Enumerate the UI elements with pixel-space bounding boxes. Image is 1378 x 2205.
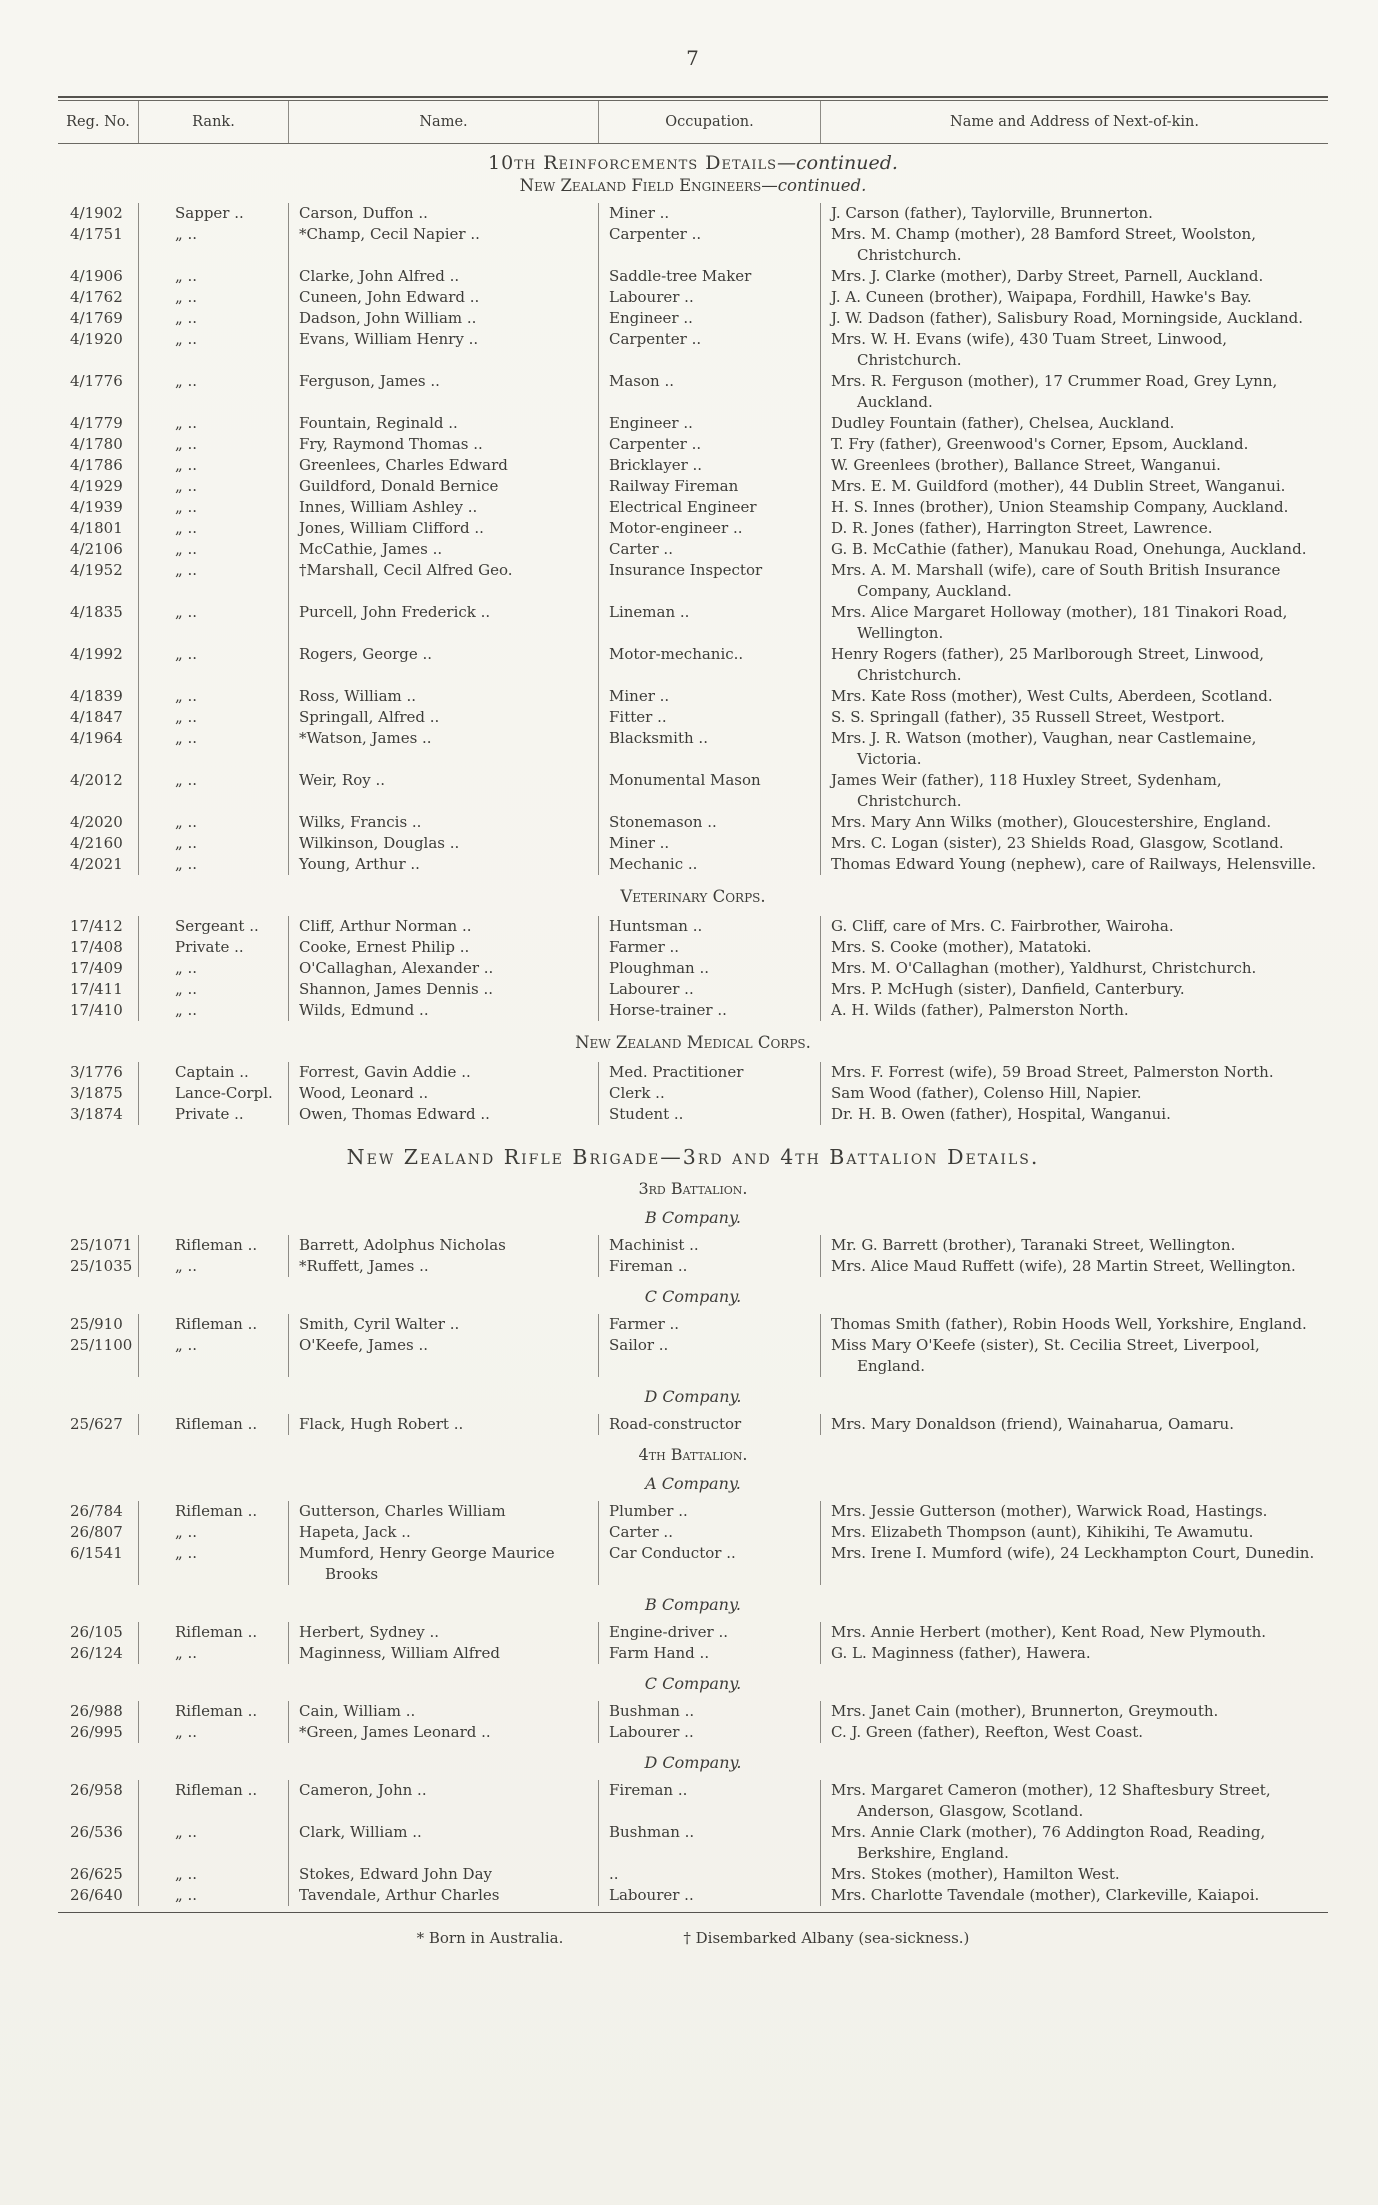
column-header-name: Name. [288, 101, 598, 143]
name-cell: *Ruffett, James .. [288, 1256, 598, 1277]
heading-text: A Company. [645, 1474, 741, 1493]
occupation-cell: Miner .. [598, 203, 820, 224]
occupation-cell: Miner .. [598, 686, 820, 707]
rank-cell: „ .. [138, 329, 288, 371]
next-of-kin-cell: Mrs. Margaret Cameron (mother), 12 Shaftesbury Street, Anderson, Glasgow, Scotland. [820, 1780, 1328, 1822]
occupation-cell: Miner .. [598, 833, 820, 854]
reg-no-cell: 17/408 [70, 938, 123, 956]
rank-cell: Rifleman .. [138, 1414, 288, 1435]
rank-cell: „ .. [138, 497, 288, 518]
heading-text: D Company. [644, 1387, 742, 1406]
rank-cell: „ .. [138, 812, 288, 833]
next-of-kin-cell: Mrs. M. O'Callaghan (mother), Yaldhurst, Christchurch. [820, 958, 1328, 979]
name-cell: Clarke, John Alfred .. [288, 266, 598, 287]
name-cell: Wilkinson, Douglas .. [288, 833, 598, 854]
reg-no-cell: 17/411 [70, 980, 123, 998]
next-of-kin-cell: Mrs. A. M. Marshall (wife), care of South British Insurance Company, Auckland. [820, 560, 1328, 602]
occupation-cell: Machinist .. [598, 1235, 820, 1256]
rank-cell: „ .. [138, 1722, 288, 1743]
heading-text: 10th Reinforcements Details [488, 152, 778, 174]
column-header-next-of-kin: Name and Address of Next-of-kin. [820, 101, 1328, 143]
reg-no-cell: 4/2160 [70, 834, 123, 852]
next-of-kin-cell: Mrs. C. Logan (sister), 23 Shields Road, Glasgow, Scotland. [820, 833, 1328, 854]
next-of-kin-cell: Miss Mary O'Keefe (sister), St. Cecilia Street, Liverpool, England. [820, 1335, 1328, 1377]
reg-no-cell: 4/2020 [70, 813, 123, 831]
reg-no-cell: 26/640 [70, 1886, 123, 1904]
name-cell: Tavendale, Arthur Charles [288, 1885, 598, 1906]
reg-no-cell: 4/1906 [70, 267, 123, 285]
reg-no-cell: 4/1769 [70, 309, 123, 327]
rank-cell: Rifleman .. [138, 1701, 288, 1722]
rank-cell: „ .. [138, 308, 288, 329]
occupation-cell: Carpenter .. [598, 329, 820, 371]
next-of-kin-cell: Mrs. Stokes (mother), Hamilton West. [820, 1864, 1328, 1885]
next-of-kin-cell: Sam Wood (father), Colenso Hill, Napier. [820, 1083, 1328, 1104]
name-cell: Fountain, Reginald .. [288, 413, 598, 434]
name-cell: Barrett, Adolphus Nicholas [288, 1235, 598, 1256]
heading-continued-text: —continued. [777, 152, 898, 174]
next-of-kin-cell: J. Carson (father), Taylorville, Brunnerton. [820, 203, 1328, 224]
reg-no-cell: 4/1801 [70, 519, 123, 537]
reg-no-cell: 26/958 [70, 1781, 123, 1799]
next-of-kin-cell: D. R. Jones (father), Harrington Street, Lawrence. [820, 518, 1328, 539]
column-header-reg-no: Reg. No. [66, 114, 130, 130]
reg-no-cell: 3/1776 [70, 1063, 123, 1081]
table-section-rows [58, 1701, 1328, 1743]
rank-cell: „ .. [138, 602, 288, 644]
rank-cell: „ .. [138, 1522, 288, 1543]
reg-no-cell: 4/1952 [70, 561, 123, 579]
reg-no-cell: 4/1939 [70, 498, 123, 516]
occupation-cell: Carter .. [598, 1522, 820, 1543]
occupation-cell: Carpenter .. [598, 434, 820, 455]
rank-cell: „ .. [138, 434, 288, 455]
next-of-kin-cell: Mrs. J. R. Watson (mother), Vaughan, near Castlemaine, Victoria. [820, 728, 1328, 770]
rank-cell: „ .. [138, 1822, 288, 1864]
occupation-cell: Fireman .. [598, 1256, 820, 1277]
next-of-kin-cell: Mrs. Irene I. Mumford (wife), 24 Leckhampton Court, Dunedin. [820, 1543, 1328, 1585]
next-of-kin-cell: H. S. Innes (brother), Union Steamship Company, Auckland. [820, 497, 1328, 518]
reg-no-cell: 26/988 [70, 1702, 123, 1720]
next-of-kin-cell: Mrs. S. Cooke (mother), Matatoki. [820, 937, 1328, 958]
occupation-cell: Student .. [598, 1104, 820, 1125]
next-of-kin-cell: S. S. Springall (father), 35 Russell Street, Westport. [820, 707, 1328, 728]
next-of-kin-cell: Mrs. Jessie Gutterson (mother), Warwick Road, Hastings. [820, 1501, 1328, 1522]
reg-no-cell: 3/1875 [70, 1084, 123, 1102]
company-heading [58, 1674, 1328, 1693]
rank-cell: Rifleman .. [138, 1235, 288, 1256]
name-cell: Maginness, William Alfred [288, 1643, 598, 1664]
name-cell: Stokes, Edward John Day [288, 1864, 598, 1885]
heading-text: C Company. [644, 1287, 742, 1306]
heading-text: B Company. [645, 1595, 741, 1614]
name-cell: Ross, William .. [288, 686, 598, 707]
company-heading [58, 1287, 1328, 1306]
reg-no-cell: 4/1902 [70, 204, 123, 222]
rank-cell: „ .. [138, 1335, 288, 1377]
next-of-kin-cell: Henry Rogers (father), 25 Marlborough Street, Linwood, Christchurch. [820, 644, 1328, 686]
next-of-kin-cell: A. H. Wilds (father), Palmerston North. [820, 1000, 1328, 1021]
rank-cell: „ .. [138, 686, 288, 707]
reg-no-cell: 4/2106 [70, 540, 123, 558]
reg-no-cell: 26/995 [70, 1723, 123, 1741]
reg-no-cell: 4/1776 [70, 372, 123, 390]
table-section-rows [58, 916, 1328, 1021]
name-cell: Clark, William .. [288, 1822, 598, 1864]
company-heading [58, 1208, 1328, 1227]
rank-cell: „ .. [138, 476, 288, 497]
occupation-cell: Farmer .. [598, 1314, 820, 1335]
name-cell: Evans, William Henry .. [288, 329, 598, 371]
heading-text: C Company. [644, 1674, 742, 1693]
occupation-cell: Fitter .. [598, 707, 820, 728]
rank-cell: „ .. [138, 287, 288, 308]
table-section-rows [58, 203, 1328, 875]
name-cell: Fry, Raymond Thomas .. [288, 434, 598, 455]
occupation-cell: Bushman .. [598, 1822, 820, 1864]
next-of-kin-cell: Mrs. Janet Cain (mother), Brunnerton, Greymouth. [820, 1701, 1328, 1722]
page-number: 7 [686, 46, 700, 70]
occupation-cell: Engineer .. [598, 413, 820, 434]
company-heading [58, 1595, 1328, 1614]
name-cell: Wilks, Francis .. [288, 812, 598, 833]
occupation-cell: Labourer .. [598, 1722, 820, 1743]
occupation-cell: Farm Hand .. [598, 1643, 820, 1664]
name-cell: Wilds, Edmund .. [288, 1000, 598, 1021]
reg-no-cell: 25/1071 [70, 1236, 133, 1254]
rank-cell: Rifleman .. [138, 1622, 288, 1643]
occupation-cell: Sailor .. [598, 1335, 820, 1377]
name-cell: *Champ, Cecil Napier .. [288, 224, 598, 266]
name-cell: Herbert, Sydney .. [288, 1622, 598, 1643]
name-cell: Cooke, Ernest Philip .. [288, 937, 598, 958]
rank-cell: Sapper .. [138, 203, 288, 224]
heading-text: B Company. [645, 1208, 741, 1227]
reg-no-cell: 25/1100 [70, 1336, 133, 1354]
occupation-cell: Blacksmith .. [598, 728, 820, 770]
next-of-kin-cell: Dr. H. B. Owen (father), Hospital, Wanganui. [820, 1104, 1328, 1125]
name-cell: Wood, Leonard .. [288, 1083, 598, 1104]
corps-heading [58, 887, 1328, 906]
name-cell: O'Keefe, James .. [288, 1335, 598, 1377]
occupation-cell: Fireman .. [598, 1780, 820, 1822]
company-heading [58, 1387, 1328, 1406]
table-body [58, 152, 1328, 1906]
rank-cell: „ .. [138, 539, 288, 560]
name-cell: Guildford, Donald Bernice [288, 476, 598, 497]
rank-cell: „ .. [138, 371, 288, 413]
name-cell: Forrest, Gavin Addie .. [288, 1062, 598, 1083]
reg-no-cell: 4/1779 [70, 414, 123, 432]
occupation-cell: Insurance Inspector [598, 560, 820, 602]
occupation-cell: Engine-driver .. [598, 1622, 820, 1643]
reg-no-cell: 4/1786 [70, 456, 123, 474]
rank-cell: „ .. [138, 770, 288, 812]
footnote-born-in-australia: * Born in Australia. [416, 1929, 564, 1947]
rank-cell: Private .. [138, 1104, 288, 1125]
table-section-rows [58, 1235, 1328, 1277]
next-of-kin-cell: Mrs. Mary Donaldson (friend), Wainaharua, Oamaru. [820, 1414, 1328, 1435]
reg-no-cell: 25/910 [70, 1315, 123, 1333]
next-of-kin-cell: Mrs. Annie Herbert (mother), Kent Road, New Plymouth. [820, 1622, 1328, 1643]
rank-cell: Private .. [138, 937, 288, 958]
occupation-cell: Labourer .. [598, 979, 820, 1000]
name-cell: Smith, Cyril Walter .. [288, 1314, 598, 1335]
rank-cell: „ .. [138, 413, 288, 434]
occupation-cell: Mason .. [598, 371, 820, 413]
reg-no-cell: 4/1839 [70, 687, 123, 705]
heading-text: 3rd Battalion. [638, 1179, 748, 1198]
name-cell: Hapeta, Jack .. [288, 1522, 598, 1543]
next-of-kin-cell: Thomas Smith (father), Robin Hoods Well, Yorkshire, England. [820, 1314, 1328, 1335]
name-cell: *Green, James Leonard .. [288, 1722, 598, 1743]
table-section-rows [58, 1314, 1328, 1377]
rank-cell: „ .. [138, 560, 288, 602]
name-cell: Cameron, John .. [288, 1780, 598, 1822]
name-cell: Carson, Duffon .. [288, 203, 598, 224]
next-of-kin-cell: G. B. McCathie (father), Manukau Road, Onehunga, Auckland. [820, 539, 1328, 560]
name-cell: McCathie, James .. [288, 539, 598, 560]
name-cell: Innes, William Ashley .. [288, 497, 598, 518]
big-heading [58, 1145, 1328, 1169]
next-of-kin-cell: Mrs. Charlotte Tavendale (mother), Clarkeville, Kaiapoi. [820, 1885, 1328, 1906]
name-cell: Cain, William .. [288, 1701, 598, 1722]
rank-cell: „ .. [138, 1000, 288, 1021]
occupation-cell: Labourer .. [598, 1885, 820, 1906]
rank-cell: „ .. [138, 728, 288, 770]
reg-no-cell: 25/627 [70, 1415, 123, 1433]
reg-no-cell: 26/807 [70, 1523, 123, 1541]
occupation-cell: Motor-mechanic.. [598, 644, 820, 686]
corps-heading [58, 1033, 1328, 1052]
occupation-cell: Mechanic .. [598, 854, 820, 875]
footnotes [58, 1929, 1328, 1947]
occupation-cell: Huntsman .. [598, 916, 820, 937]
reg-no-cell: 3/1874 [70, 1105, 123, 1123]
reg-no-cell: 4/1847 [70, 708, 123, 726]
occupation-cell: Clerk .. [598, 1083, 820, 1104]
next-of-kin-cell: G. Cliff, care of Mrs. C. Fairbrother, Wairoha. [820, 916, 1328, 937]
rank-cell: Rifleman .. [138, 1780, 288, 1822]
next-of-kin-cell: Mrs. W. H. Evans (wife), 430 Tuam Street, Linwood, Christchurch. [820, 329, 1328, 371]
name-cell: Springall, Alfred .. [288, 707, 598, 728]
table-section-rows [58, 1414, 1328, 1435]
reg-no-cell: 4/1920 [70, 330, 123, 348]
name-cell: Jones, William Clifford .. [288, 518, 598, 539]
heading-text: D Company. [644, 1753, 742, 1772]
table-header [58, 101, 1328, 143]
name-cell: Dadson, John William .. [288, 308, 598, 329]
heading-text: New Zealand Rifle Brigade—3rd and 4th Battalion Details. [346, 1145, 1040, 1169]
rank-cell: „ .. [138, 1643, 288, 1664]
reg-no-cell: 4/1992 [70, 645, 123, 663]
rank-cell: „ .. [138, 707, 288, 728]
rank-cell: „ .. [138, 1885, 288, 1906]
occupation-cell: .. [598, 1864, 820, 1885]
next-of-kin-cell: Mrs. J. Clarke (mother), Darby Street, Parnell, Auckland. [820, 266, 1328, 287]
table-bottom-rule [58, 1912, 1328, 1913]
occupation-cell: Med. Practitioner [598, 1062, 820, 1083]
reg-no-cell: 4/1964 [70, 729, 123, 747]
name-cell: Young, Arthur .. [288, 854, 598, 875]
occupation-cell: Labourer .. [598, 287, 820, 308]
reg-no-cell: 6/1541 [70, 1544, 123, 1562]
occupation-cell: Car Conductor .. [598, 1543, 820, 1585]
reg-no-cell: 4/1751 [70, 225, 123, 243]
occupation-cell: Ploughman .. [598, 958, 820, 979]
reg-no-cell: 26/105 [70, 1623, 123, 1641]
company-heading [58, 1474, 1328, 1493]
occupation-cell: Stonemason .. [598, 812, 820, 833]
next-of-kin-cell: Mr. G. Barrett (brother), Taranaki Street, Wellington. [820, 1235, 1328, 1256]
rank-cell: „ .. [138, 266, 288, 287]
column-header-rank: Rank. [138, 101, 288, 143]
name-cell: Rogers, George .. [288, 644, 598, 686]
heading-text: New Zealand Medical Corps. [575, 1033, 811, 1052]
reg-no-cell: 4/2021 [70, 855, 123, 873]
table-section-rows [58, 1501, 1328, 1585]
name-cell: Mumford, Henry George Maurice Brooks [288, 1543, 598, 1585]
rank-cell: „ .. [138, 518, 288, 539]
next-of-kin-cell: Mrs. R. Ferguson (mother), 17 Crummer Road, Grey Lynn, Auckland. [820, 371, 1328, 413]
reg-no-cell: 17/412 [70, 917, 123, 935]
table-section-rows [58, 1780, 1328, 1906]
name-cell: Ferguson, James .. [288, 371, 598, 413]
next-of-kin-cell: Mrs. E. M. Guildford (mother), 44 Dublin Street, Wanganui. [820, 476, 1328, 497]
reg-no-cell: 26/124 [70, 1644, 123, 1662]
reg-no-cell: 26/784 [70, 1502, 123, 1520]
next-of-kin-cell: Mrs. Alice Maud Ruffett (wife), 28 Martin Street, Wellington. [820, 1256, 1328, 1277]
next-of-kin-cell: Mrs. M. Champ (mother), 28 Bamford Street, Woolston, Christchurch. [820, 224, 1328, 266]
occupation-cell: Carter .. [598, 539, 820, 560]
reg-no-cell: 4/1835 [70, 603, 123, 621]
name-cell: Cuneen, John Edward .. [288, 287, 598, 308]
rank-cell: „ .. [138, 979, 288, 1000]
rank-cell: „ .. [138, 455, 288, 476]
occupation-cell: Lineman .. [598, 602, 820, 644]
next-of-kin-cell: G. L. Maginness (father), Hawera. [820, 1643, 1328, 1664]
occupation-cell: Bushman .. [598, 1701, 820, 1722]
reg-no-cell: 4/1762 [70, 288, 123, 306]
name-cell: Shannon, James Dennis .. [288, 979, 598, 1000]
next-of-kin-cell: W. Greenlees (brother), Ballance Street, Wanganui. [820, 455, 1328, 476]
reg-no-cell: 26/625 [70, 1865, 123, 1883]
next-of-kin-cell: J. W. Dadson (father), Salisbury Road, Morningside, Auckland. [820, 308, 1328, 329]
table-header-rule [58, 143, 1328, 144]
occupation-cell: Saddle-tree Maker [598, 266, 820, 287]
heading-text: Veterinary Corps. [620, 887, 766, 906]
next-of-kin-cell: C. J. Green (father), Reefton, West Coast. [820, 1722, 1328, 1743]
rank-cell: Rifleman .. [138, 1314, 288, 1335]
occupation-cell: Farmer .. [598, 937, 820, 958]
name-cell: Greenlees, Charles Edward [288, 455, 598, 476]
occupation-cell: Bricklayer .. [598, 455, 820, 476]
rank-cell: Captain .. [138, 1062, 288, 1083]
sub-heading [58, 176, 1328, 195]
heading-text: New Zealand Field Engineers [519, 176, 762, 195]
battalion-heading [58, 1445, 1328, 1464]
company-heading [58, 1753, 1328, 1772]
next-of-kin-cell: T. Fry (father), Greenwood's Corner, Epsom, Auckland. [820, 434, 1328, 455]
next-of-kin-cell: Mrs. F. Forrest (wife), 59 Broad Street, Palmerston North. [820, 1062, 1328, 1083]
occupation-cell: Electrical Engineer [598, 497, 820, 518]
rank-cell: „ .. [138, 833, 288, 854]
name-cell: Weir, Roy .. [288, 770, 598, 812]
name-cell: *Watson, James .. [288, 728, 598, 770]
occupation-cell: Carpenter .. [598, 224, 820, 266]
reg-no-cell: 4/1929 [70, 477, 123, 495]
reg-no-cell: 4/2012 [70, 771, 123, 789]
occupation-cell: Railway Fireman [598, 476, 820, 497]
occupation-cell: Motor-engineer .. [598, 518, 820, 539]
heading-continued-text: —continued. [761, 176, 867, 195]
next-of-kin-cell: Dudley Fountain (father), Chelsea, Auckland. [820, 413, 1328, 434]
name-cell: Gutterson, Charles William [288, 1501, 598, 1522]
name-cell: Cliff, Arthur Norman .. [288, 916, 598, 937]
rank-cell: Lance-Corpl. [138, 1083, 288, 1104]
next-of-kin-cell: Thomas Edward Young (nephew), care of Railways, Helensville. [820, 854, 1328, 875]
table-section-rows [58, 1062, 1328, 1125]
reg-no-cell: 25/1035 [70, 1257, 133, 1275]
rank-cell: „ .. [138, 854, 288, 875]
reg-no-cell: 17/409 [70, 959, 123, 977]
rank-cell: „ .. [138, 1543, 288, 1585]
next-of-kin-cell: James Weir (father), 118 Huxley Street, Sydenham, Christchurch. [820, 770, 1328, 812]
reg-no-cell: 4/1780 [70, 435, 123, 453]
heading-text: 4th Battalion. [638, 1445, 748, 1464]
footnote-disembarked-albany: † Disembarked Albany (sea-sickness.) [683, 1929, 970, 1947]
rank-cell: Rifleman .. [138, 1501, 288, 1522]
reg-no-cell: 26/536 [70, 1823, 123, 1841]
occupation-cell: Road-constructor [598, 1414, 820, 1435]
next-of-kin-cell: Mrs. Mary Ann Wilks (mother), Gloucestershire, England. [820, 812, 1328, 833]
column-header-occupation: Occupation. [598, 101, 820, 143]
name-cell: Purcell, John Frederick .. [288, 602, 598, 644]
rank-cell: „ .. [138, 1864, 288, 1885]
occupation-cell: Plumber .. [598, 1501, 820, 1522]
name-cell: Flack, Hugh Robert .. [288, 1414, 598, 1435]
occupation-cell: Monumental Mason [598, 770, 820, 812]
rank-cell: „ .. [138, 1256, 288, 1277]
occupation-cell: Horse-trainer .. [598, 1000, 820, 1021]
occupation-cell: Engineer .. [598, 308, 820, 329]
next-of-kin-cell: Mrs. Elizabeth Thompson (aunt), Kihikihi, Te Awamutu. [820, 1522, 1328, 1543]
reg-no-cell: 17/410 [70, 1001, 123, 1019]
section-heading [58, 152, 1328, 174]
next-of-kin-cell: Mrs. Kate Ross (mother), West Cults, Aberdeen, Scotland. [820, 686, 1328, 707]
next-of-kin-cell: Mrs. Annie Clark (mother), 76 Addington Road, Reading, Berkshire, England. [820, 1822, 1328, 1864]
name-cell: †Marshall, Cecil Alfred Geo. [288, 560, 598, 602]
rank-cell: „ .. [138, 958, 288, 979]
next-of-kin-cell: Mrs. Alice Margaret Holloway (mother), 181 Tinakori Road, Wellington. [820, 602, 1328, 644]
rank-cell: Sergeant .. [138, 916, 288, 937]
name-cell: Owen, Thomas Edward .. [288, 1104, 598, 1125]
rank-cell: „ .. [138, 224, 288, 266]
battalion-heading [58, 1179, 1328, 1198]
name-cell: O'Callaghan, Alexander .. [288, 958, 598, 979]
table-section-rows [58, 1622, 1328, 1664]
next-of-kin-cell: J. A. Cuneen (brother), Waipapa, Fordhill, Hawke's Bay. [820, 287, 1328, 308]
rank-cell: „ .. [138, 644, 288, 686]
next-of-kin-cell: Mrs. P. McHugh (sister), Danfield, Canterbury. [820, 979, 1328, 1000]
